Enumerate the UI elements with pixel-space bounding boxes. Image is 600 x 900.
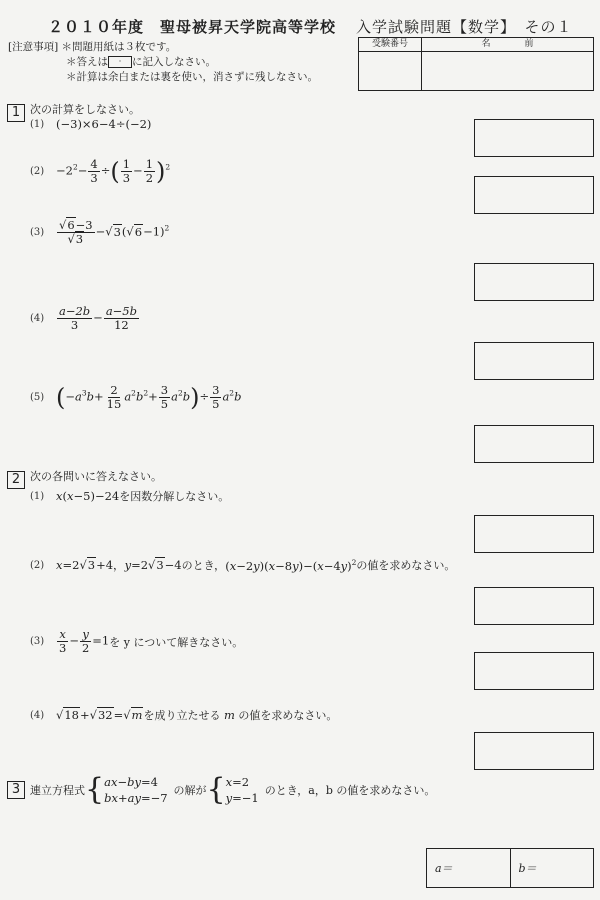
name-label: 名前	[422, 38, 593, 52]
note-line-1: ＊問題用紙は３枚です。	[61, 41, 177, 53]
answer-box-1-5[interactable]	[474, 425, 594, 463]
q1-item-3: (3) $\frac{√6-3}{√3}$ $-√3(√6-1)^2$	[30, 218, 170, 246]
answer-box-1-1[interactable]	[474, 119, 594, 157]
q1-item-5: (5) ($-a^3b+$ $\frac{2}{15}$ $a^2b^2+$ $\frac{3}{5}$ $a^2b)\div$ $\frac{3}{5}$ $a^2b$	[30, 383, 242, 412]
q2-item-1: (1) x(x−5)−24 を因数分解しなさい。	[30, 489, 230, 503]
answer-box-2-1[interactable]	[474, 515, 594, 553]
question-2-instruction: 次の各問いに答えなさい。	[30, 470, 162, 483]
note-line-3: ＊計算は余白または裏を使い，消さずに残しなさい。	[66, 71, 318, 83]
q1-item-4: (4) $\frac{a-2b}{3}$ − $\frac{a-5b}{12}$	[30, 304, 137, 332]
q1-item-1: (1) (−3)×6−4÷(−2)	[30, 117, 152, 131]
q2-item-4: (4) √18+√32=√m を成り立たせる m の値を求めなさい。	[30, 708, 338, 722]
exam-title: ２０１０年度 聖母被昇天学院高等学校	[48, 18, 337, 36]
answer-box-1-3[interactable]	[474, 263, 594, 301]
answer-box-2-2[interactable]	[474, 587, 594, 625]
notes-section	[8, 40, 318, 85]
q1-item-2: (2) $-2^2-$ $\frac{4}{3}$ ÷( $\frac{1}{3}$ − $\frac{1}{2}$ )$^2$	[30, 157, 171, 186]
note-line-2-prefix: ＊答えは	[66, 56, 108, 68]
exam-subtitle: 入学試験問題【数学】 その１	[356, 18, 573, 36]
exam-number-label: 受験番号	[359, 38, 422, 52]
exam-number-field[interactable]	[359, 52, 421, 90]
q2-item-3: (3) $\frac{x}{3}$ − $\frac{y}{2}$ =1 を y について解きなさい。	[30, 627, 244, 655]
question-1-instruction: 次の計算をしなさい。	[30, 103, 140, 116]
answer-box-2-4[interactable]	[474, 732, 594, 770]
question-number-1: 1	[7, 104, 25, 122]
name-box	[358, 37, 594, 91]
answer-b-field[interactable]: b＝	[510, 849, 594, 887]
answer-box-3	[426, 848, 594, 888]
question-number-2: 2	[7, 471, 25, 489]
answer-box-1-4[interactable]	[474, 342, 594, 380]
answer-box-sample: ·	[108, 56, 132, 68]
q3-statement: 連立方程式 { ax−by=4 bx+ay=−7 の解が { x=2 y=−1 のとき，a，b の値を求めなさい。	[30, 772, 436, 807]
page-title	[48, 16, 573, 37]
notes-label: [注意事項]	[8, 41, 59, 53]
answer-box-1-2[interactable]	[474, 176, 594, 214]
name-field[interactable]	[422, 52, 593, 90]
note-line-2-suffix: に記入しなさい。	[132, 56, 216, 68]
answer-a-field[interactable]: a＝	[435, 862, 453, 875]
q2-item-2: (2) x=2√3+4，y=2√3−4 のとき， $(x-2y)(x-8y)-(x-4y)^2$ の値を求めなさい。	[30, 557, 456, 573]
question-number-3: 3	[7, 781, 25, 799]
answer-box-2-3[interactable]	[474, 652, 594, 690]
